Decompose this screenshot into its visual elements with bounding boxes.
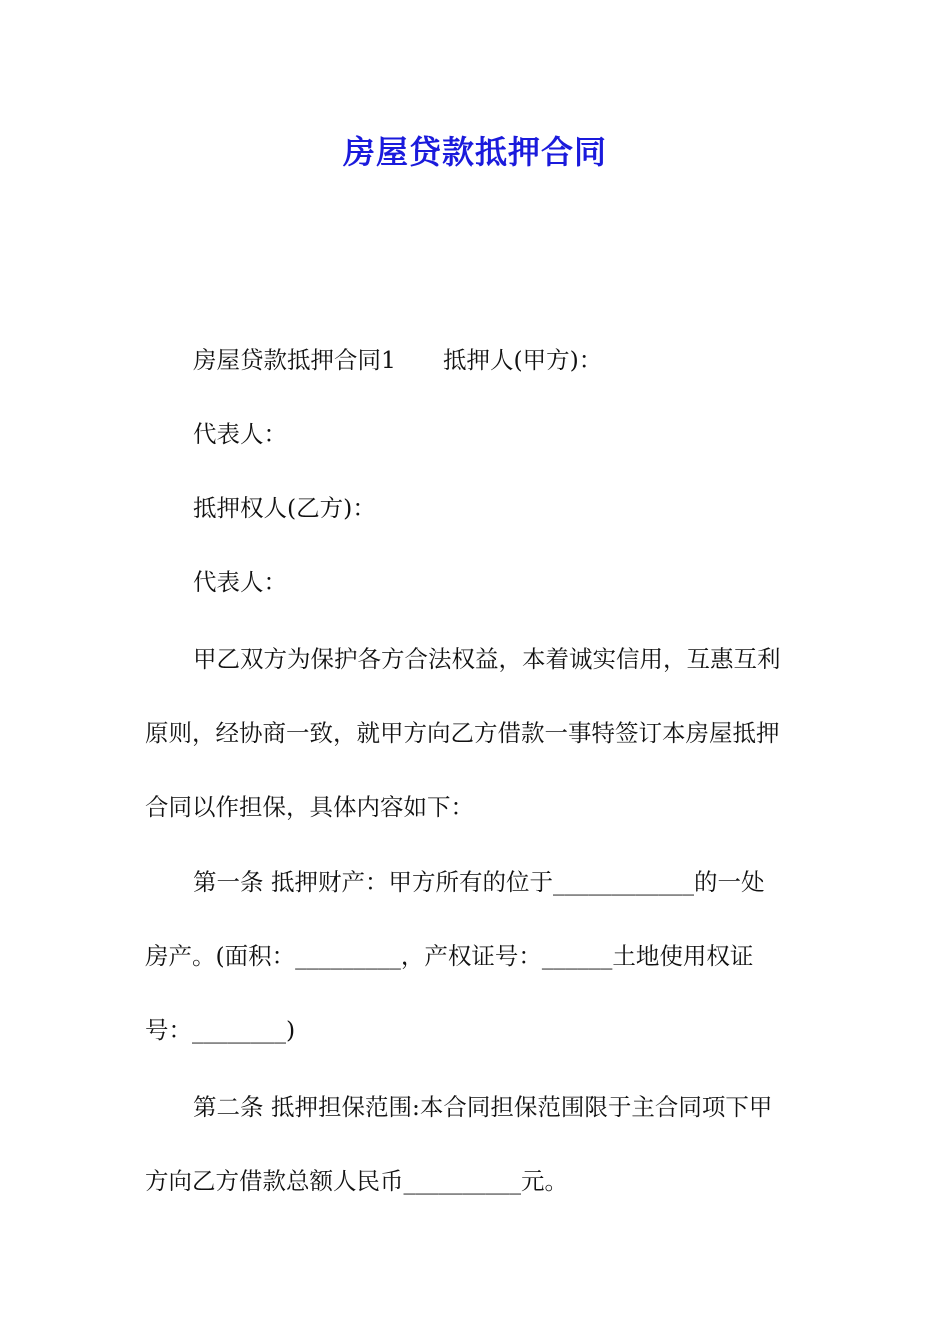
paragraph-line: 号：________) xyxy=(145,1016,296,1044)
paragraph-line: 原则，经协商一致，就甲方向乙方借款一事特签订本房屋抵押 xyxy=(145,719,780,747)
paragraph-line: 代表人： xyxy=(193,420,287,448)
document-title: 房屋贷款抵押合同 xyxy=(342,133,607,171)
paragraph-line: 代表人： xyxy=(193,568,287,596)
paragraph-line: 方向乙方借款总额人民币__________元。 xyxy=(145,1167,568,1195)
paragraph-line: 合同以作担保，具体内容如下： xyxy=(145,793,474,821)
paragraph-line: 抵押权人(乙方)： xyxy=(193,494,376,522)
paragraph-line: 房屋贷款抵押合同1 抵押人(甲方)： xyxy=(193,346,603,374)
paragraph-line: 第二条 抵押担保范围:本合同担保范围限于主合同项下甲 xyxy=(193,1093,773,1121)
paragraph-line: 甲乙双方为保护各方合法权益，本着诚实信用，互惠互利 xyxy=(193,645,781,673)
paragraph-line: 第一条 抵押财产：甲方所有的位于____________的一处 xyxy=(193,868,765,896)
paragraph-line: 房产。(面积：_________，产权证号：______土地使用权证 xyxy=(145,942,754,970)
